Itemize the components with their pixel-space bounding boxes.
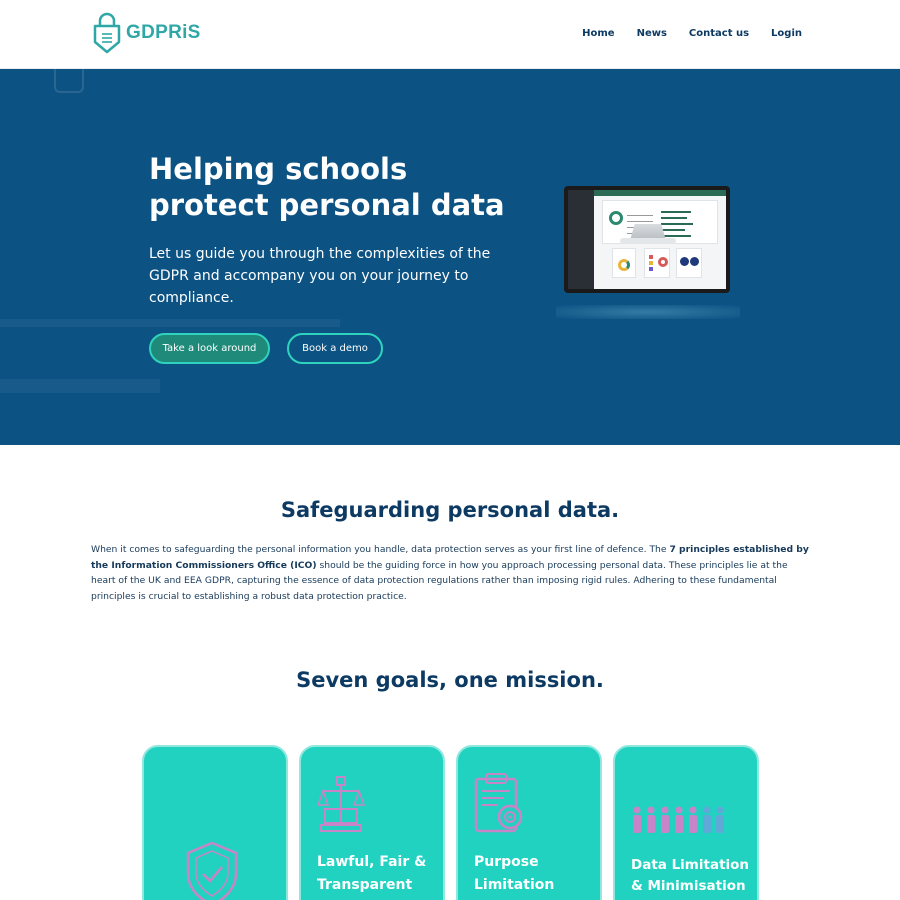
- goal-card-title: Purpose Limitation: [474, 854, 555, 893]
- monitor-base: [620, 238, 676, 244]
- nav-login[interactable]: Login: [771, 28, 802, 39]
- logo[interactable]: [92, 12, 201, 54]
- goal-card-accountability[interactable]: [142, 745, 288, 900]
- clipboard-target-icon: [472, 771, 526, 835]
- safeguarding-text: When it comes to safeguarding the personal information you handle, data protection serves as your first line of defence. The 7 principles established by the Information Commissioners Office (ICO) should be the guiding force in how you approach processing personal data. These principles lie at the heart of the UK and EEA GDPR, capturing the essence of data protection regulations rather than imposing rigid rules. Adhering to these fundamental principles is crucial to establishing a robust data protection practice.: [91, 544, 809, 602]
- people-icon: [631, 805, 725, 835]
- nav-news[interactable]: News: [636, 28, 667, 39]
- scales-icon: [317, 773, 365, 835]
- padlock-logo-icon: [92, 12, 122, 54]
- nav-home[interactable]: Home: [582, 28, 615, 39]
- goal-card-purpose[interactable]: [456, 745, 602, 900]
- shield-check-icon: [182, 839, 242, 900]
- nav-contact[interactable]: Contact us: [688, 28, 750, 39]
- main-nav: [582, 28, 802, 39]
- site-header: [0, 0, 900, 69]
- goal-card-lawful[interactable]: [299, 745, 445, 900]
- take-a-look-button[interactable]: Take a look around: [149, 333, 270, 364]
- goal-card-data-limitation[interactable]: [613, 745, 759, 900]
- hero-subtitle: Let us guide you through the complexities of the GDPR and accompany you on your journey to compliance.: [149, 246, 491, 306]
- monitor-shadow: [556, 305, 740, 319]
- goal-card-title: Data Limitation & Minimisation: [631, 857, 750, 894]
- logo-text: GDPRiS: [126, 22, 201, 43]
- seven-goals-title: Seven goals, one mission.: [296, 668, 604, 692]
- book-demo-button[interactable]: Book a demo: [287, 333, 383, 364]
- safeguarding-title: Safeguarding personal data.: [280, 498, 620, 522]
- hero-title: Helping schools protect personal data: [149, 152, 505, 222]
- ghost-artifact: [0, 319, 340, 327]
- ico-principles-link: 7 principles established by the Information Commissioners Office (ICO): [91, 544, 809, 571]
- ghost-artifact: [0, 379, 160, 393]
- hero-section: [0, 69, 900, 445]
- goal-card-title: Lawful, Fair & Transparent: [317, 854, 427, 893]
- ghost-artifact: [54, 69, 84, 93]
